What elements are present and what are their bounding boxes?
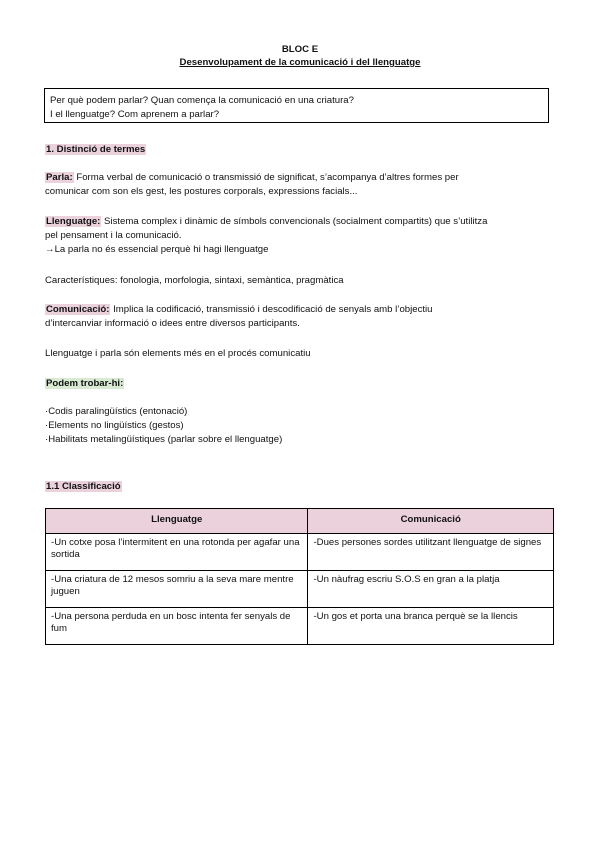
caracteristiques-line: Característiques: fonologia, morfologia, sintaxi, semàntica, pragmàtica [45, 275, 344, 286]
table-cell: -Un gos et porta una branca perquè se la llencis [308, 608, 554, 645]
document-subtitle-text: Desenvolupament de la comunicació i del llenguatge [179, 57, 421, 68]
table-row [46, 608, 554, 645]
podem-title: Podem trobar-hi: [46, 378, 124, 389]
comunicacio-term: Comunicació: [46, 304, 110, 315]
llenguatge-text-2: pel pensament i la comunicació. [45, 230, 182, 241]
document-subtitle [0, 57, 600, 68]
table-cell: -Una persona perduda en un bosc intenta fer senyals de fum [46, 608, 308, 645]
question-line-1: Per què podem parlar? Quan comença la comunicació en una criatura? [50, 95, 354, 106]
header-llenguatge: Llenguatge [46, 509, 308, 534]
bloc-title: BLOC E [281, 44, 319, 55]
list-item: ·Codis paralingüístics (entonació) [45, 406, 188, 417]
comunicacio-text-1: Implica la codificació, transmissió i descodificació de senyals amb l’objectiu [113, 304, 433, 315]
parla-text-2: comunicar com son els gest, les postures corporals, expressions facials... [45, 186, 358, 197]
table-header-row [46, 509, 554, 534]
section-1-heading [45, 143, 555, 157]
question-line-2: I el llenguatge? Com aprenem a parlar? [50, 109, 220, 120]
questions-box [44, 88, 549, 123]
header-comunicacio: Comunicació [308, 509, 554, 534]
classification-table [45, 508, 554, 645]
parla-definition [45, 171, 555, 199]
list-item: ·Elements no lingüístics (gestos) [45, 420, 184, 431]
llenguatge-text-1: Sistema complex i dinàmic de símbols convencionals (socialment compartits) que s’utilitza [104, 216, 488, 227]
parla-term: Parla: [46, 172, 73, 183]
table-cell: -Un nàufrag escriu S.O.S en gran a la platja [308, 571, 554, 608]
section-1-1-title: 1.1 Classificació [46, 481, 121, 492]
podem-heading [45, 377, 555, 391]
podem-list [45, 405, 555, 447]
section-1-1-heading [45, 480, 555, 494]
table-row [46, 571, 554, 608]
table-cell: -Una criatura de 12 mesos somriu a la seva mare mentre juguen [46, 571, 308, 608]
llenguatge-term: Llenguatge: [46, 216, 101, 227]
section-1-title: 1. Distinció de termes [46, 144, 146, 155]
summary-line: Llenguatge i parla són elements més en el procés comunicatiu [45, 348, 311, 359]
list-item: ·Habilitats metalingüístiques (parlar sobre el llenguatge) [45, 434, 283, 445]
table-row [46, 534, 554, 571]
llenguatge-note: →La parla no és essencial perquè hi hagi llenguatge [45, 244, 269, 255]
comunicacio-text-2: d’intercanviar informació o idees entre diversos participants. [45, 318, 300, 329]
comunicacio-definition [45, 303, 555, 331]
table-cell: -Un cotxe posa l’intermitent en una rotonda per agafar una sortida [46, 534, 308, 571]
llenguatge-definition [45, 215, 555, 257]
table-cell: -Dues persones sordes utilitzant llenguatge de signes [308, 534, 554, 571]
parla-text-1: Forma verbal de comunicació o transmissió de significat, s’acompanya d’altres formes per [76, 172, 459, 183]
